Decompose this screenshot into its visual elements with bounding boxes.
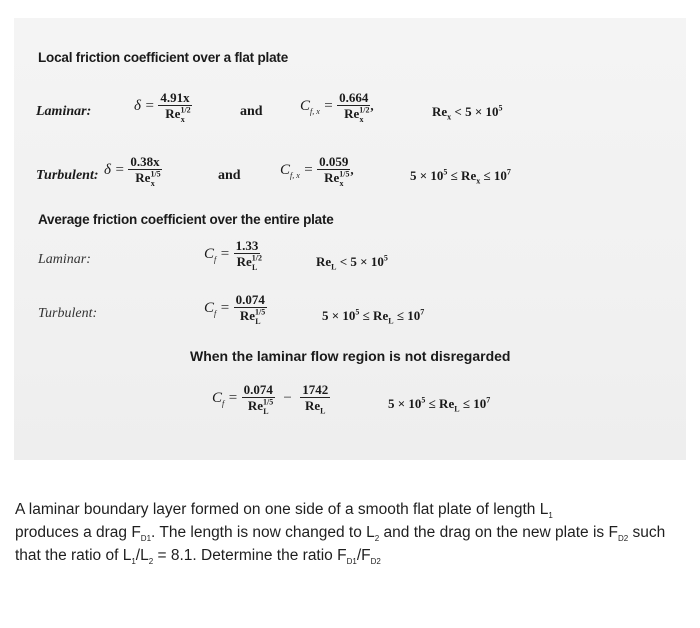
equals-sign: =: [324, 97, 333, 114]
cf-symbol: $C_{f, x}$: [300, 97, 320, 116]
fraction: [234, 238, 263, 272]
fraction: [234, 292, 267, 326]
cf-symbol: $C_f$: [204, 299, 217, 318]
fraction: [317, 154, 350, 188]
numerator: 0.074: [243, 382, 273, 397]
mixed-cf-avg-formula: [212, 382, 330, 416]
formula-sheet-panel: [14, 18, 686, 460]
turbulent-local-condition: $5 \times 10^5 \le Re_x \le 10^7$: [410, 167, 511, 186]
denominator: $Re_L$: [304, 398, 326, 416]
equals-sign: =: [145, 97, 154, 114]
equals-sign: =: [115, 161, 124, 178]
laminar-avg-condition: $Re_L < 5 \times 10^5$: [316, 253, 388, 272]
mixed-avg-condition: $5 \times 10^5 \le Re_L \le 10^7$: [388, 395, 491, 414]
turbulent-avg-condition: $5 \times 10^5 \le Re_L \le 10^7$: [322, 307, 425, 326]
laminar-local-label: Laminar:: [36, 104, 92, 119]
cf-symbol: $C_f$: [212, 389, 225, 408]
equals-sign: =: [228, 389, 238, 406]
turbulent-local-label: Turbulent:: [36, 168, 99, 183]
numerator: 0.664: [339, 90, 369, 105]
fraction: [128, 154, 161, 188]
and-text-1: and: [240, 104, 263, 119]
laminar-cf-local-formula: [300, 90, 374, 124]
cf-symbol: $C_{f, x}$: [280, 161, 300, 180]
cf-symbol: $C_f$: [204, 245, 217, 264]
numerator: 4.91x: [160, 90, 190, 105]
equals-sign: =: [220, 245, 230, 262]
turbulent-avg-label: Turbulent:: [38, 306, 98, 321]
laminar-cf-avg-formula: [204, 238, 263, 272]
denominator: $Re^{1/2}_x$: [165, 105, 191, 124]
denominator: $Re^{1/5}_L$: [239, 307, 266, 326]
denominator: $Re^{1/2}_x$: [344, 105, 370, 124]
numerator: 0.38x: [130, 154, 160, 169]
numerator: 1742: [302, 382, 329, 397]
comma: ,: [350, 161, 354, 177]
delta-symbol: δ: [104, 161, 111, 178]
fraction-first: [242, 382, 275, 416]
minus-sign: −: [283, 389, 292, 406]
laminar-avg-label: Laminar:: [38, 252, 91, 267]
fraction: [337, 90, 370, 124]
denominator: $Re^{1/5}_x$: [135, 169, 161, 188]
numerator: 1.33: [235, 238, 259, 253]
equals-sign: =: [220, 299, 230, 316]
laminar-delta-formula: [134, 90, 192, 124]
fraction-second: [300, 382, 330, 416]
and-text-2: and: [218, 168, 241, 183]
delta-symbol: δ: [134, 97, 141, 114]
problem-statement: A laminar boundary layer formed on one side of a smooth flat plate of length $L_1$ produces a drag $F_{D1}$. The length is now changed to $L_2$ and the drag on the new plate is $F_{D2}$ such that the ratio of $L_1/L_2 = 8.1$. Determine the ratio $F_{D1}/F_{D2}$: [15, 501, 666, 567]
laminar-local-condition: $Re_x < 5 \times 10^5$: [432, 103, 503, 122]
average-friction-heading: Average friction coefficient over the entire plate: [38, 212, 334, 227]
laminar-region-note: When the laminar flow region is not disregarded: [190, 348, 511, 364]
local-friction-heading: Local friction coefficient over a flat plate: [38, 50, 289, 65]
denominator: $Re^{1/5}_x$: [324, 169, 350, 188]
turbulent-cf-avg-formula: [204, 292, 267, 326]
turbulent-cf-local-formula: [280, 154, 354, 188]
fraction: [158, 90, 191, 124]
equals-sign: =: [304, 161, 313, 178]
numerator: 0.059: [319, 154, 349, 169]
denominator: $Re^{1/2}_L$: [236, 253, 263, 272]
numerator: 0.074: [235, 292, 265, 307]
turbulent-delta-formula: [104, 154, 162, 188]
denominator: $Re^{1/5}_L$: [247, 397, 274, 416]
comma: ,: [370, 97, 374, 113]
